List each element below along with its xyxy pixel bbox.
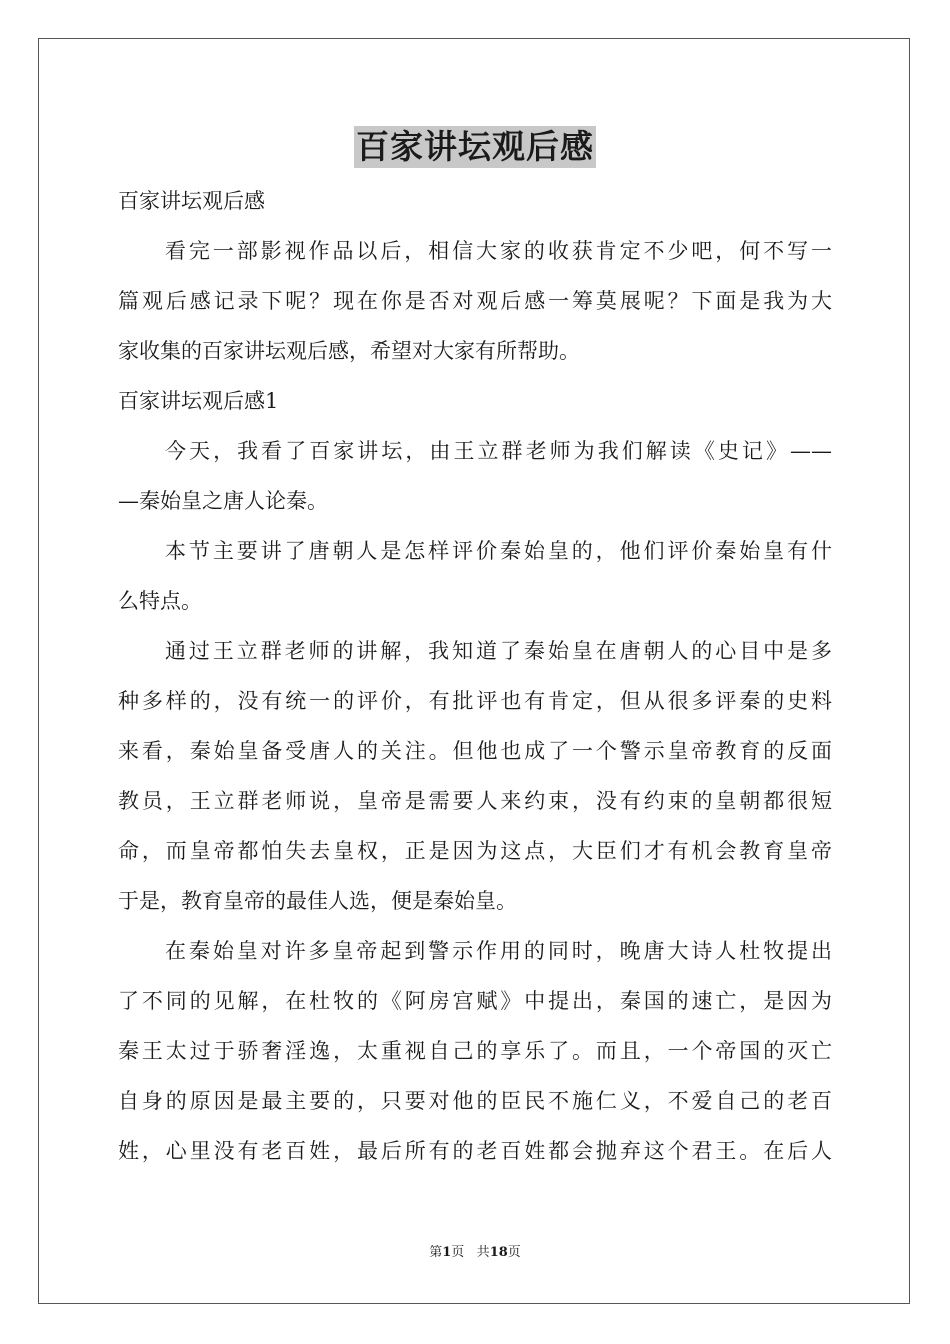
total-pages: 18 bbox=[489, 1245, 508, 1260]
page-suffix: 页 bbox=[451, 1245, 465, 1260]
text-line: 在秦始皇对许多皇帝起到警示作用的同时，晚唐大诗人杜牧提出 bbox=[165, 939, 832, 963]
text-line: 家收集的百家讲坛观后感，希望对大家有所帮助。 bbox=[118, 339, 580, 363]
page-number: 1 bbox=[442, 1245, 452, 1260]
text-line: 来看，秦始皇备受唐人的关注。但他也成了一个警示皇帝教育的反面 bbox=[118, 739, 832, 763]
page-footer bbox=[0, 1245, 950, 1261]
text-line: 自身的原因是最主要的，只要对他的臣民不施仁义，不爱自己的老百 bbox=[118, 1089, 832, 1113]
text-line: 命，而皇帝都怕失去皇权，正是因为这点，大臣们才有机会教育皇帝 bbox=[118, 839, 832, 863]
text-line: 姓，心里没有老百姓，最后所有的老百姓都会抛弃这个君王。在后人 bbox=[118, 1139, 832, 1163]
text-line: 百家讲坛观后感 bbox=[118, 189, 265, 213]
text-line: 教员，王立群老师说，皇帝是需要人来约束，没有约束的皇朝都很短 bbox=[118, 789, 832, 813]
text-line: 百家讲坛观后感1 bbox=[118, 389, 279, 413]
text-line: 篇观后感记录下呢？现在你是否对观后感一筹莫展呢？下面是我为大 bbox=[118, 289, 832, 313]
text-line: 于是，教育皇帝的最佳人选，便是秦始皇。 bbox=[118, 889, 517, 913]
text-line: 了不同的见解，在杜牧的《阿房宫赋》中提出，秦国的速亡，是因为 bbox=[118, 989, 832, 1013]
text-line: —秦始皇之唐人论秦。 bbox=[118, 489, 328, 513]
total-prefix: 共 bbox=[476, 1245, 490, 1260]
page-prefix: 第 bbox=[429, 1245, 443, 1260]
title-container bbox=[0, 126, 950, 168]
document-title: 百家讲坛观后感 bbox=[356, 127, 594, 166]
text-line: 看完一部影视作品以后，相信大家的收获肯定不少吧，何不写一 bbox=[165, 239, 832, 263]
text-line: 秦王太过于骄奢淫逸，太重视自己的享乐了。而且，一个帝国的灭亡 bbox=[118, 1039, 832, 1063]
text-line: 今天，我看了百家讲坛，由王立群老师为我们解读《史记》—— bbox=[165, 439, 832, 463]
text-line: 么特点。 bbox=[118, 589, 202, 613]
document-body bbox=[118, 176, 832, 1176]
total-suffix: 页 bbox=[507, 1245, 521, 1260]
text-line: 通过王立群老师的讲解，我知道了秦始皇在唐朝人的心目中是多 bbox=[165, 639, 832, 663]
text-line: 种多样的，没有统一的评价，有批评也有肯定，但从很多评秦的史料 bbox=[118, 689, 832, 713]
text-line: 本节主要讲了唐朝人是怎样评价秦始皇的，他们评价秦始皇有什 bbox=[165, 539, 832, 563]
